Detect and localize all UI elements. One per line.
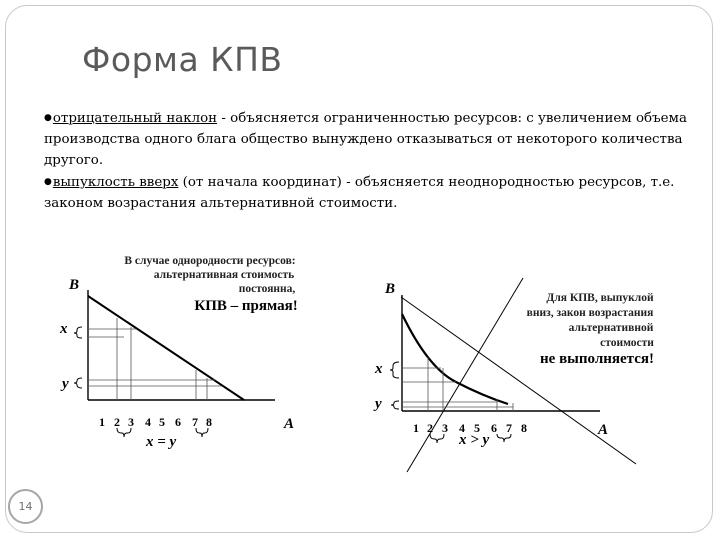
left-x-brace <box>74 327 82 338</box>
right-x-marker: x <box>375 361 383 377</box>
left-y-marker: y <box>62 376 69 392</box>
right-tick: 2 <box>427 421 433 435</box>
left-tick: 2 <box>114 415 120 429</box>
right-caption-line3: альтернативной <box>568 322 654 334</box>
bullet-text: (от начала координат) - объясняется неоднородностью ресурсов, т.е. законом возрастания альтернативной стоимости. <box>44 175 675 211</box>
bullet-icon: ● <box>44 177 52 187</box>
left-tick: 3 <box>128 415 134 429</box>
right-brace-bottom2 <box>497 434 511 442</box>
bullet-keyword: выпуклость вверх <box>52 175 179 190</box>
right-equation: x > y <box>459 432 490 448</box>
right-x-axis-label: А <box>598 422 609 438</box>
right-tick: 5 <box>474 421 480 435</box>
left-tick: 1 <box>99 415 105 429</box>
left-y-brace <box>74 378 82 388</box>
left-x-marker: x <box>60 321 68 337</box>
bullet-keyword: отрицательный наклон <box>52 111 218 126</box>
right-tick: 1 <box>413 421 419 435</box>
right-tick: 4 <box>459 421 465 435</box>
right-tick: 3 <box>442 421 448 435</box>
right-caption-line4: стоимости <box>600 337 654 349</box>
right-ppf-chart <box>373 278 654 472</box>
slide-title: Форма КПВ <box>82 40 283 79</box>
left-caption-line2: альтернативная стоимость <box>153 269 295 281</box>
bullet-text: - объясняется ограниченностью ресурсов: с увеличением объема производства одного блага общество вынуждено отказываться от некоторого количества другого. <box>44 111 687 168</box>
left-brace-bottom2 <box>196 428 208 437</box>
left-caption-line4: КПВ – прямая! <box>194 298 298 314</box>
bullet-icon: ● <box>44 113 52 123</box>
left-ppf-chart <box>59 255 298 450</box>
right-tick: 7 <box>506 421 512 435</box>
right-y-axis-label: В <box>385 281 396 297</box>
left-tick: 4 <box>145 415 151 429</box>
left-caption-line1: В случае однородности ресурсов: <box>124 255 296 267</box>
left-tick: 6 <box>175 415 181 429</box>
right-brace-bottom1 <box>430 434 444 443</box>
right-caption-line1: Для КПВ, выпуклой <box>546 292 654 304</box>
left-x-axis-label: А <box>284 416 295 432</box>
left-equation: x = y <box>146 434 177 450</box>
right-caption-line5: не выполняется! <box>540 351 654 367</box>
left-tick: 7 <box>192 415 198 429</box>
right-convex-ppf-curve <box>402 314 508 404</box>
left-y-axis-label: В <box>69 277 80 293</box>
right-x-brace <box>390 362 399 378</box>
left-caption-line3: постоянна, <box>238 283 296 295</box>
right-tick: 8 <box>521 421 527 435</box>
page-number-badge: 14 <box>8 489 43 524</box>
right-y-marker: y <box>375 396 382 412</box>
right-tick: 6 <box>491 421 497 435</box>
right-caption-line2: вниз, закон возрастания <box>526 307 654 319</box>
left-tick: 5 <box>159 415 165 429</box>
left-brace-bottom1 <box>117 428 131 437</box>
left-tick: 8 <box>206 415 212 429</box>
right-y-brace <box>391 401 399 409</box>
